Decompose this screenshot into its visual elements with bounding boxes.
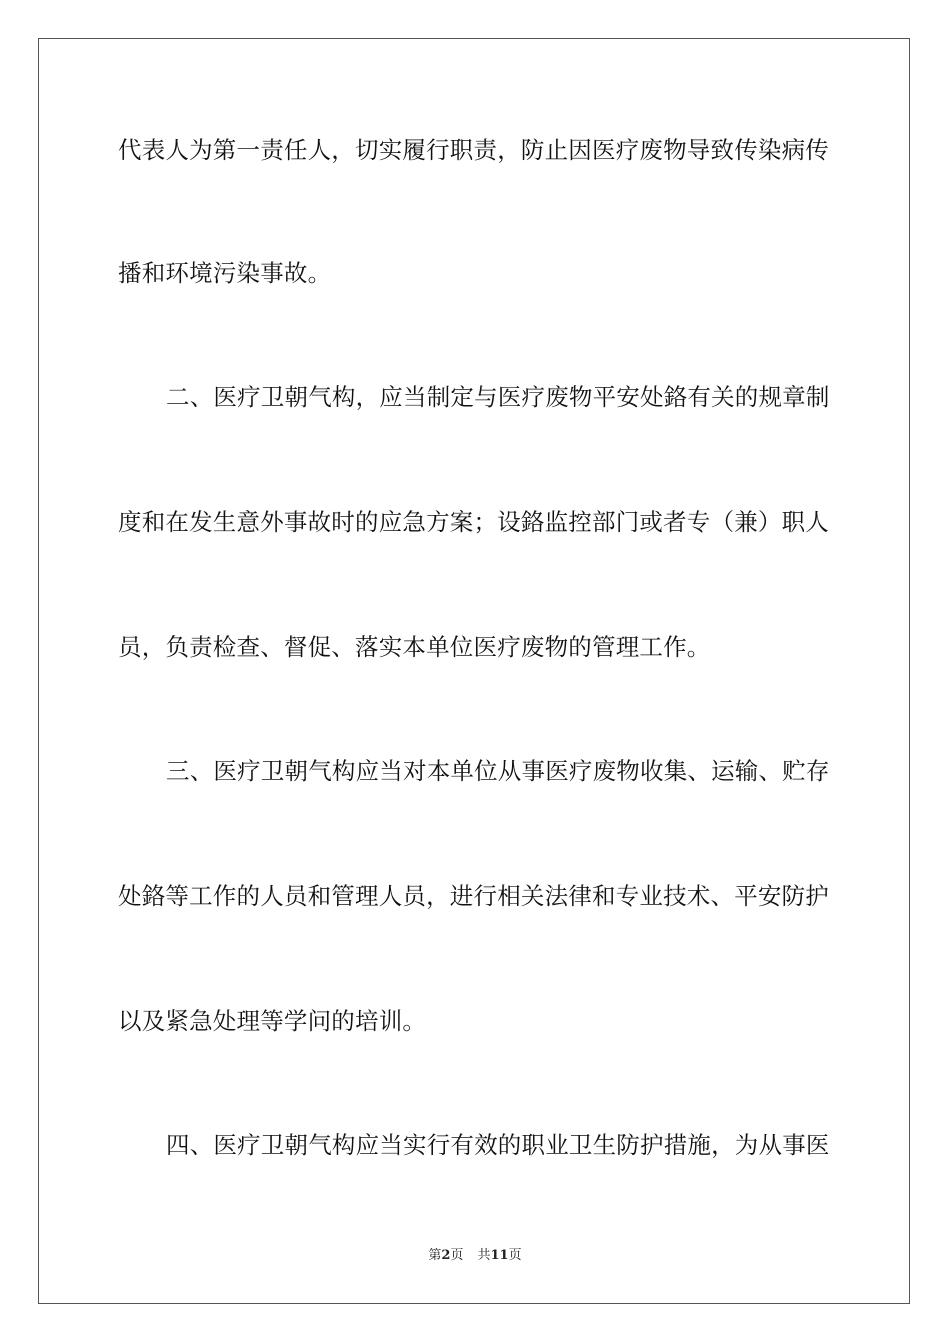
- body-text-line: 代表人为第一责任人，切实履行职责，防止因医疗废物导致传染病传: [118, 136, 829, 164]
- body-text-line: 以及紧急处理等学问的培训。: [118, 1007, 427, 1035]
- paragraph-two-start: 二、医疗卫朝气构，应当制定与医疗废物平安处鉻有关的规章制: [166, 383, 830, 411]
- body-text-line: 处鉻等工作的人员和管理人员，进行相关法律和专业技术、平安防护: [118, 882, 829, 910]
- current-page-number: 2: [441, 1248, 451, 1263]
- body-text-line: 员，负责检查、督促、落实本单位医疗废物的管理工作。: [118, 633, 711, 661]
- body-text-line: 播和环境污染事故。: [118, 259, 332, 287]
- page-footer: [0, 1247, 950, 1265]
- paragraph-four-start: 四、医疗卫朝气构应当实行有效的职业卫生防护措施，为从事医: [166, 1131, 830, 1159]
- total-page-count: 11: [490, 1248, 509, 1263]
- paragraph-three-start: 三、医疗卫朝气构应当对本单位从事医疗废物收集、运输、贮存: [166, 757, 830, 785]
- page-border: [38, 38, 910, 1304]
- page-indicator: 第2页: [428, 1248, 464, 1263]
- body-text-line: 度和在发生意外事故时的应急方案；设鉻监控部门或者专（兼）职人: [118, 508, 829, 536]
- total-pages-indicator: 共11页: [477, 1248, 522, 1263]
